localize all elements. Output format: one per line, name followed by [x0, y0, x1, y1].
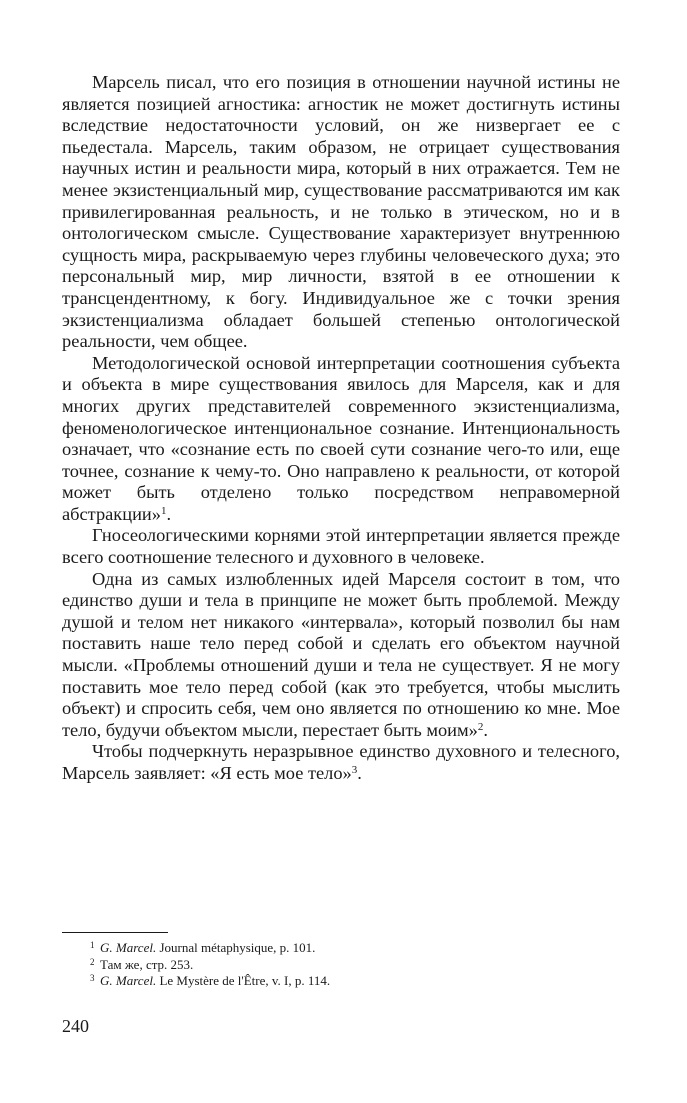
footnotes	[62, 940, 620, 990]
paragraph-text: Методологической основой интерпретации соотношения субъекта и объекта в мире существования явилось для Марселя, как и для многих других представителей современного экзистенциализма, феноменологическое интенциональное сознание. Интенциональность означает, что «сознание есть по своей сути сознание чего-то или, еще точнее, сознание к чему-то. Оно направлено к реальности, от которой может быть отделено только посредством неправомерной абстракции»	[62, 352, 620, 524]
footnote-ref: 2	[477, 720, 484, 733]
footnote-3	[62, 973, 620, 990]
footnote-text: Там же, стр. 253.	[100, 956, 194, 972]
footnote-divider	[62, 932, 168, 933]
footnote-number: 2	[90, 956, 95, 967]
paragraph-5: Чтобы подчеркнуть неразрывное единство духовного и телесного, Марсель заявляет: «Я есть мое тело»$^3$.	[62, 741, 620, 783]
paragraph-text: Одна из самых излюбленных идей Марселя состоит в том, что единство души и тела в принципе не может быть проблемой. Между душой и телом нет никакого «интервала», который позволил бы нам поставить наше тело перед собой и сделать его объектом научной мысли. «Проблемы отношений души и тела не существует. Я не могу поставить мое тело перед собой (как это требуется, чтобы мыслить объект) и спросить себя, чем оно является по отношению ко мне. Мое тело, будучи объектом мысли, перестает быть моим»	[62, 568, 620, 740]
footnote-text: Le Mystère de l'Être, v. I, p. 114.	[159, 973, 331, 989]
paragraph-1	[62, 72, 620, 353]
page-number: 240	[62, 1016, 89, 1036]
footnote-number: 1	[90, 940, 95, 950]
footnote-text: Journal métaphysique, p. 101.	[159, 940, 316, 955]
paragraph-text: Гносеологическими корнями этой интерпретации является прежде всего соотношение телесного и духовного в человеке.	[62, 525, 620, 568]
main-text	[62, 72, 620, 785]
paragraph-text: Чтобы подчеркнуть неразрывное единство духовного и телесного, Марсель заявляет: «Я есть мое тело»	[62, 741, 620, 783]
footnote-author: G. Marcel.	[100, 940, 157, 955]
footnote-1	[62, 940, 620, 957]
footnote-2	[62, 957, 620, 974]
paragraph-3	[62, 525, 620, 568]
paragraph-text: Марсель писал, что его позиция в отношении научной истины не является позицией агностика: агностик не может достигнуть истины вследствие недостаточности условий, он же низвергает ее с пьедестала. Марсель, таким образом, не отрицает существования научных истин и реальности мира, который в них отражается. Тем не менее экзистенциальный мир, существование рассматриваются им как привилегированная реальность, и не только в этическом, но и в онтологическом смысле. Существование характеризует внутреннюю сущность мира, раскрываемую через глубины человеческого духа; это персональный мир, мир личности, взятой в ее отношении к трансцендентному, к богу. Индивидуальное же с точки зрения экзистенциализма обладает большей степенью онтологической реальности, чем общее.	[62, 72, 620, 352]
footnote-number: 3	[90, 973, 95, 984]
footnote-ref: 3	[351, 764, 358, 776]
footnote-ref: 1	[160, 504, 167, 517]
footnote-author: G. Marcel.	[100, 973, 157, 989]
paragraph-4: Одна из самых излюбленных идей Марселя состоит в том, что единство души и тела в принципе не может быть проблемой. Между душой и телом нет никакого «интервала», который позволил бы нам поставить наше тело перед собой и сделать его объектом научной мысли. «Проблемы отношений души и тела не существует. Я не могу поставить мое тело перед собой (как это требуется, чтобы мыслить объект) и спросить себя, чем оно является по отношению ко мне. Мое тело, будучи объектом мысли, перестает быть моим»$^2$.	[62, 568, 620, 740]
paragraph-2: Методологической основой интерпретации соотношения субъекта и объекта в мире существования явилось для Марселя, как и для многих других представителей современного экзистенциализма, феноменологическое интенциональное сознание. Интенциональность означает, что «сознание есть по своей сути сознание чего-то или, еще точнее, сознание к чему-то. Оно направлено к реальности, от которой может быть отделено только посредством неправомерной абстракции»$^1$.	[62, 352, 620, 524]
